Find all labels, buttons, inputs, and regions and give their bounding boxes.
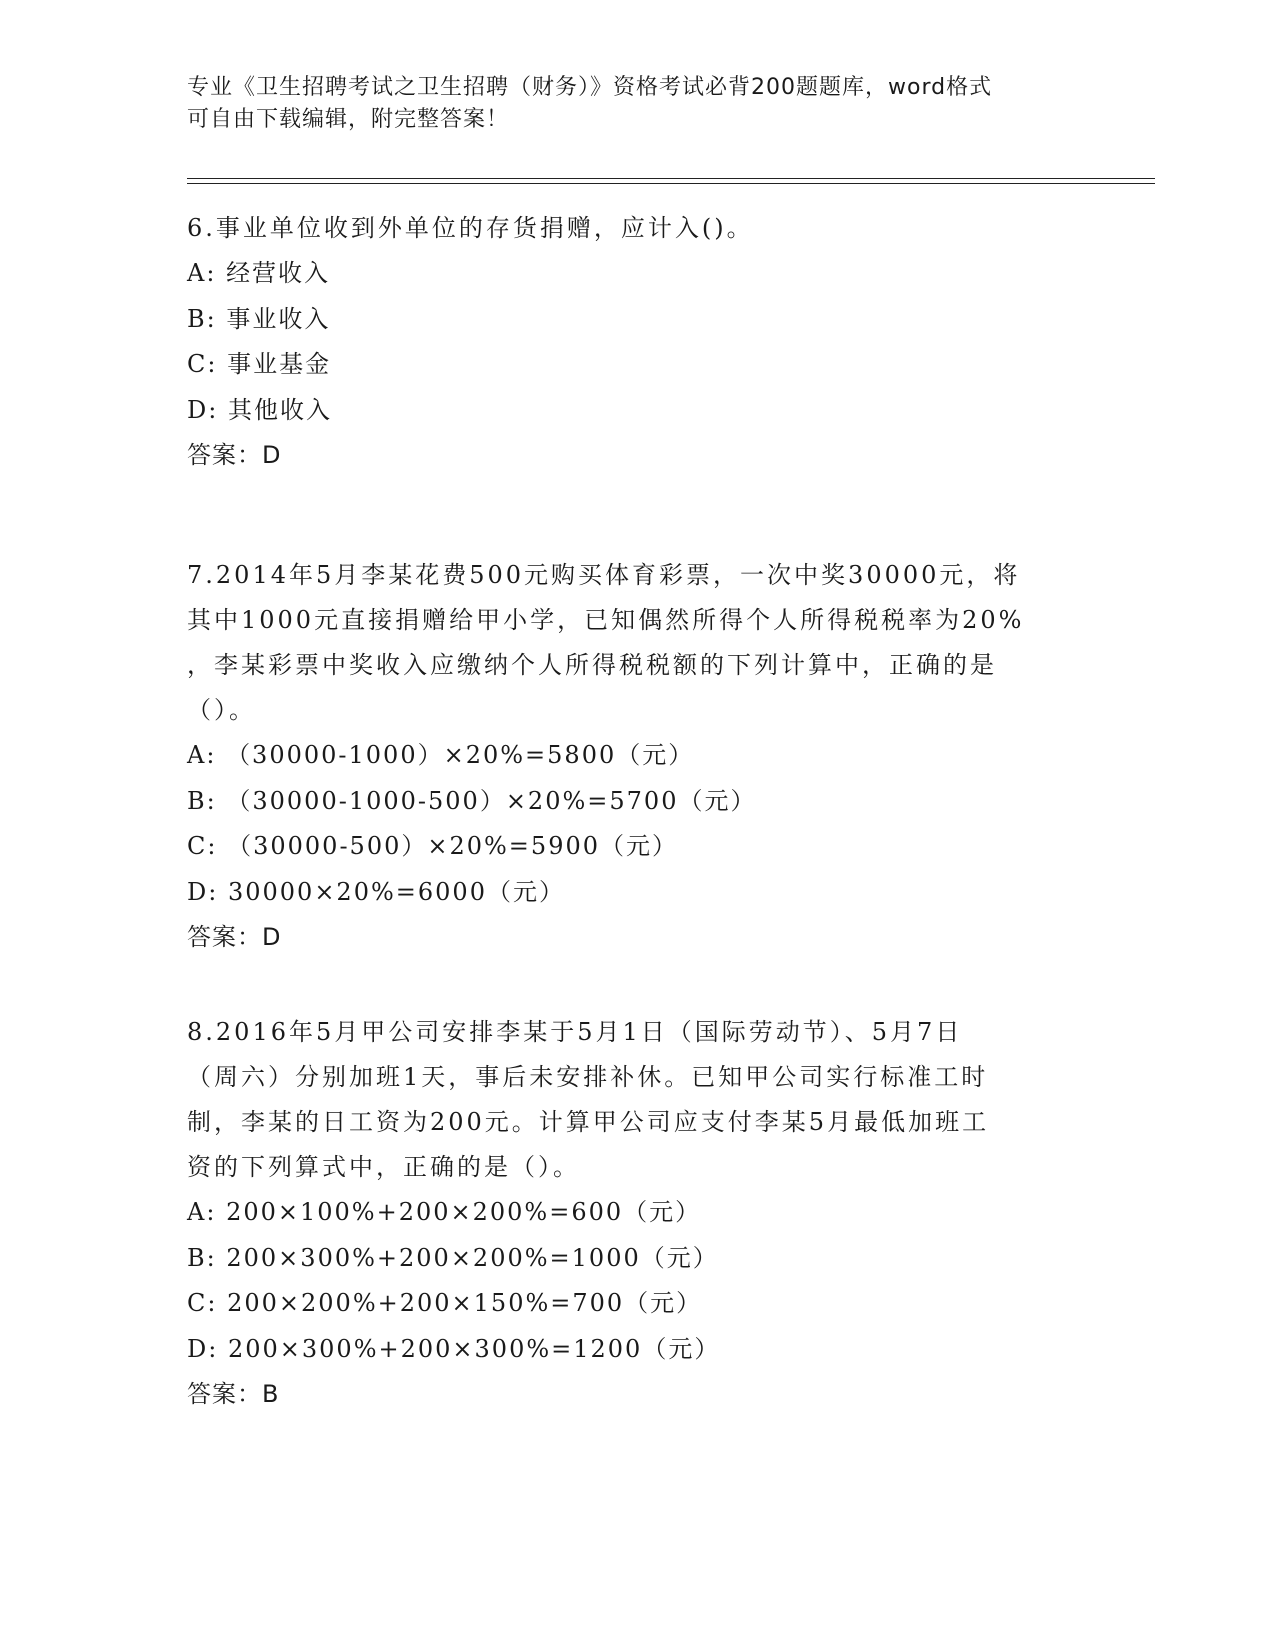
document-header <box>187 72 1067 136</box>
option-c <box>187 342 1067 388</box>
option-letter: D: <box>187 877 219 906</box>
header-line-1: 专业《卫生招聘考试之卫生招聘（财务）》资格考试必背200题题库，word格式 <box>187 75 993 100</box>
option-text: 30000×20%=6000（元） <box>227 877 565 906</box>
option-c <box>187 824 1067 870</box>
option-text: （30000-500）×20%=5900（元） <box>227 832 678 860</box>
question-text <box>187 1010 1067 1190</box>
option-letter: A: <box>187 259 217 287</box>
question-line: 7.2014年5月李某花费500元购买体育彩票，一次中奖30000元，将 <box>187 561 1021 589</box>
question-7 <box>187 553 1067 960</box>
option-letter: D: <box>187 1334 219 1363</box>
option-letter: B: <box>187 304 217 333</box>
option-d <box>187 870 1067 916</box>
answer-line: 答案：D <box>187 441 282 469</box>
option-a <box>187 1190 1067 1236</box>
question-line: 6.事业单位收到外单位的存货捐赠，应计入()。 <box>187 214 754 242</box>
option-text: 经营收入 <box>226 259 331 287</box>
option-c <box>187 1281 1067 1327</box>
option-text: 200×300%+200×200%=1000（元） <box>226 1243 719 1272</box>
question-text <box>187 553 1067 733</box>
option-text: 其他收入 <box>227 395 332 424</box>
option-b <box>187 779 1067 825</box>
question-line: （周六）分别加班1天，事后未安排补休。已知甲公司实行标准工时 <box>187 1063 989 1091</box>
option-text: 200×100%+200×200%=600（元） <box>226 1198 702 1226</box>
option-a <box>187 733 1067 779</box>
question-line: （）。 <box>187 696 256 724</box>
header-line-2: 可自由下载编辑，附完整答案！ <box>187 107 510 132</box>
question-line: 其中1000元直接捐赠给甲小学，已知偶然所得个人所得税税率为20% <box>187 606 1025 634</box>
question-line: 资的下列算式中，正确的是（）。 <box>187 1153 580 1181</box>
option-text: （30000-1000-500）×20%=5700（元） <box>226 786 757 815</box>
option-text: 200×300%+200×300%=1200（元） <box>227 1334 721 1363</box>
option-letter: A: <box>187 1198 217 1226</box>
option-letter: D: <box>187 395 219 424</box>
option-letter: B: <box>187 1243 217 1272</box>
header-divider-bottom <box>187 183 1155 184</box>
question-line: 制，李某的日工资为200元。计算甲公司应支付李某5月最低加班工 <box>187 1108 990 1136</box>
option-b <box>187 297 1067 343</box>
option-text: （30000-1000）×20%=5800（元） <box>226 741 695 769</box>
option-text: 事业基金 <box>227 350 332 378</box>
question-line: 8.2016年5月甲公司安排李某于5月1日（国际劳动节）、5月7日 <box>187 1018 963 1046</box>
option-letter: C: <box>187 350 218 378</box>
question-line: ，李某彩票中奖收入应缴纳个人所得税税额的下列计算中，正确的是 <box>187 651 997 679</box>
option-a <box>187 251 1067 297</box>
option-letter: C: <box>187 832 218 860</box>
option-letter: B: <box>187 786 217 815</box>
option-d <box>187 388 1067 434</box>
answer-line: 答案：B <box>187 1380 280 1408</box>
option-d <box>187 1327 1067 1373</box>
option-text: 200×200%+200×150%=700（元） <box>227 1289 703 1317</box>
option-b <box>187 1236 1067 1282</box>
answer-line: 答案：D <box>187 923 282 951</box>
header-divider-top <box>187 178 1155 179</box>
question-8 <box>187 1010 1067 1417</box>
question-6 <box>187 206 1067 478</box>
option-letter: A: <box>187 741 217 769</box>
option-text: 事业收入 <box>226 304 331 333</box>
option-letter: C: <box>187 1289 218 1317</box>
question-text <box>187 206 1067 251</box>
